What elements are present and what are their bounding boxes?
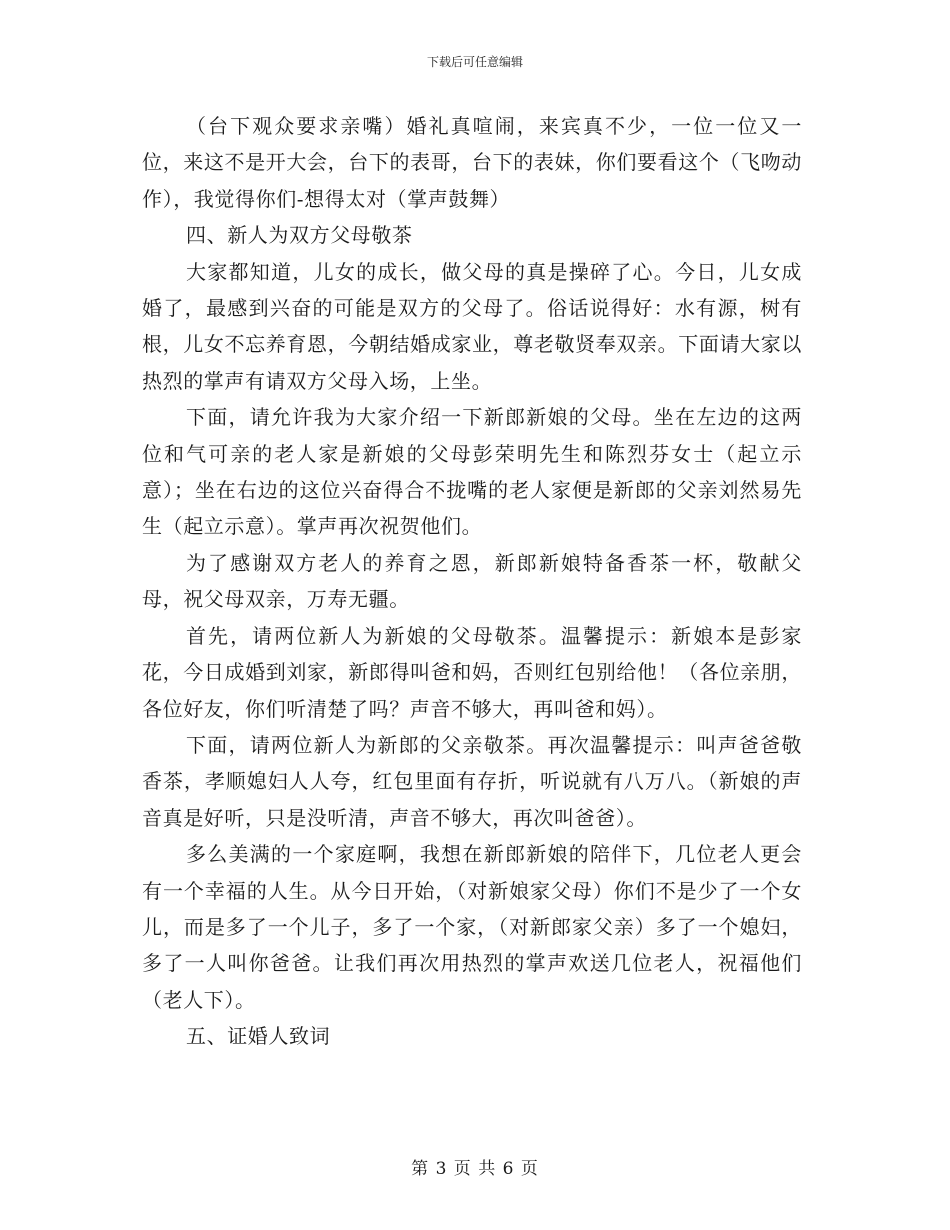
footer-suffix: 页 — [520, 1159, 539, 1179]
section-heading: 四、新人为双方父母敬茶 — [186, 223, 413, 248]
paragraph: 为了感谢双方老人的养育之恩，新郎新娘特备香茶一杯，敬献父母，祝父母双亲，万寿无疆。 — [142, 550, 802, 612]
paragraph: 大家都知道，儿女的成长，做父母的真是操碎了心。今日，儿女成婚了，最感到兴奋的可能是双方的父母了。俗话说得好：水有源，树有根，儿女不忘养育恩，今朝结婚成家业，尊老敬贤奉双亲。下面请大家以热烈的掌声有请双方父母入场，上坐。 — [142, 259, 802, 393]
page-footer — [0, 1154, 950, 1179]
footer-prefix: 第 — [411, 1159, 430, 1179]
page-header: 下载后可任意编辑 — [426, 55, 523, 69]
paragraph: （台下观众要求亲嘴）婚礼真喧闹，来宾真不少，一位一位又一位，来这不是开大会，台下的表哥，台下的表妹，你们要看这个（飞吻动作），我觉得你们-想得太对（掌声鼓舞） — [142, 114, 802, 211]
section-heading: 五、证婚人致词 — [186, 1024, 331, 1049]
footer-middle: 页 共 — [453, 1159, 497, 1179]
document-body — [142, 108, 802, 1055]
current-page-number: 3 — [435, 1159, 448, 1179]
paragraph: 多么美满的一个家庭啊，我想在新郎新娘的陪伴下，几位老人更会有一个幸福的人生。从今日开始，（对新娘家父母）你们不是少了一个女儿，而是多了一个儿子，多了一个家，（对新郎家父亲）多了一个媳妇，多了一人叫你爸爸。让我们再次用热烈的掌声欢送几位老人，祝福他们（老人下）。 — [142, 842, 802, 1012]
total-page-count: 6 — [502, 1159, 515, 1179]
paragraph: 下面，请允许我为大家介绍一下新郎新娘的父母。坐在左边的这两位和气可亲的老人家是新娘的父母彭荣明先生和陈烈芬女士（起立示意）；坐在右边的这位兴奋得合不拢嘴的老人家便是新郎的父亲刘然易先生（起立示意）。掌声再次祝贺他们。 — [142, 405, 802, 539]
paragraph: 首先，请两位新人为新娘的父母敬茶。温馨提示：新娘本是彭家花，今日成婚到刘家，新郎得叫爸和妈，否则红包别给他！（各位亲朋，各位好友，你们听清楚了吗？声音不够大，再叫爸和妈）。 — [142, 623, 802, 721]
paragraph: 下面，请两位新人为新郎的父亲敬茶。再次温馨提示：叫声爸爸敬香茶，孝顺媳妇人人夸，红包里面有存折，听说就有八万八。（新娘的声音真是好听，只是没听清，声音不够大，再次叫爸爸）。 — [142, 732, 802, 830]
